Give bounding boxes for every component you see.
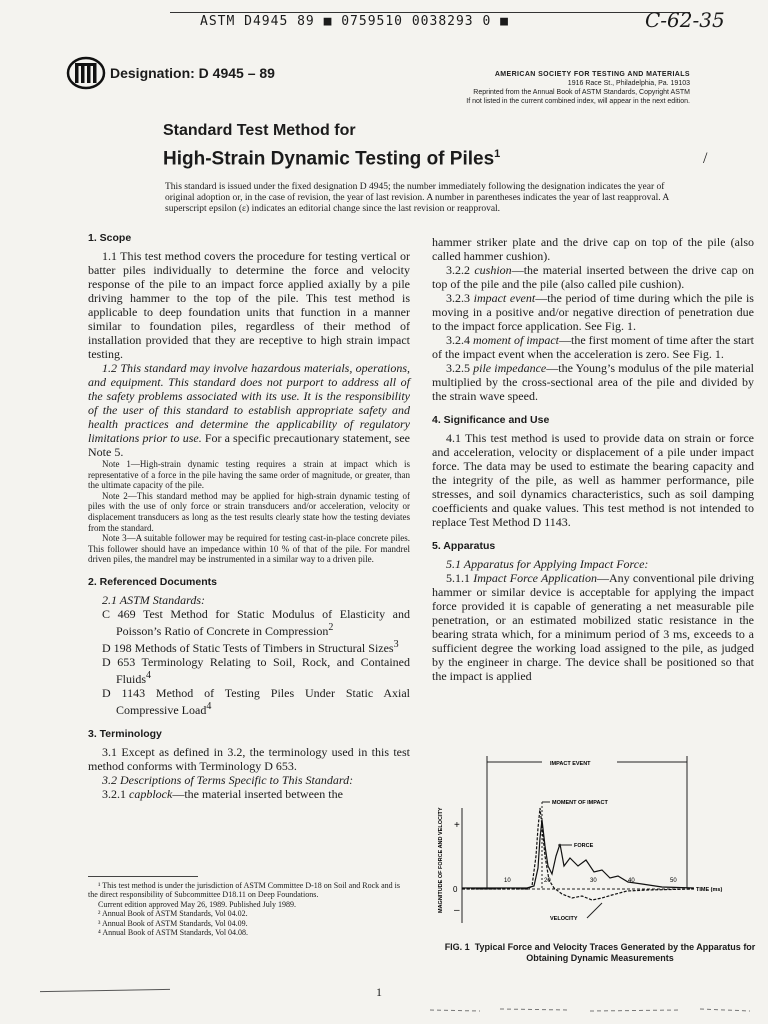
term-continued: hammer striker plate and the drive cap on top of the pile (also called hammer cushion). — [432, 235, 754, 263]
footnote-rule — [88, 876, 198, 877]
t325-text: —the Young’s modulus of the pile material multiplied by the cross-sectional area of the pile and divided by the strain wave speed. — [432, 361, 755, 403]
refs-2-1-label: 2.1 ASTM Standards: — [102, 592, 206, 607]
title-footnote-mark: 1 — [494, 148, 501, 160]
ref-d653 — [88, 655, 410, 686]
term-3-2-1-term: capblock — [129, 786, 173, 801]
footnote-2: ² Annual Book of ASTM Standards, Vol 04.02. — [98, 909, 248, 919]
term-3-2-1-text: —the material inserted between the — [172, 786, 343, 801]
t322-term: cushion — [474, 263, 512, 277]
footnote-1: ¹ This test method is under the jurisdiction of ASTM Committee D-18 on Soil and Rock and is the direct responsibility of Subcommittee D18.11 on Deep Foundations. — [88, 881, 401, 900]
term-3-2-2 — [432, 263, 754, 291]
scan-header — [0, 0, 768, 30]
figure-caption — [440, 942, 760, 964]
sig-4-1: 4.1 This test method is used to provide data on strain or force and acceleration, velocity or displacement of a pile under impact force. The data may be used to estimate the bearing capacity and the integrity of the pile, as well as hammer performance, pile stresses, and soil dynamics characteristics, such as soil damping coefficients and quake values. This test method is not intended to replace Test Method D 1143. — [432, 431, 754, 529]
force-label: FORCE — [574, 843, 594, 849]
tick-20: 20 — [544, 878, 551, 884]
ref-c469-fn: 2 — [328, 621, 334, 633]
significance-heading: 4. Significance and Use — [432, 414, 550, 426]
ref-d1143-text: D 1143 Method of Testing Piles Under Static Axial Compressive Load — [102, 685, 410, 717]
t323-term: impact event — [473, 291, 536, 305]
footnotes — [88, 881, 410, 937]
term-3-2-label: 3.2 Descriptions of Terms Specific to This Standard: — [102, 772, 354, 787]
society-address: 1916 Race St., Philadelphia, Pa. 19103 — [567, 80, 690, 87]
society-note: If not listed in the current combined index, will appear in the next edition. — [466, 98, 690, 105]
footnote-3: ³ Annual Book of ASTM Standards, Vol 04.09. — [98, 918, 248, 928]
impact-event-bracket — [487, 756, 687, 888]
tick-50: 50 — [670, 878, 677, 884]
term-3-2-4 — [432, 333, 754, 361]
scope-1-2 — [88, 361, 410, 459]
footnote-4: ⁴ Annual Book of ASTM Standards, Vol 04.08. — [98, 928, 249, 938]
tick-30: 30 — [590, 878, 597, 884]
scope-heading: 1. Scope — [88, 232, 132, 244]
footnote-edition: Current edition approved May 26, 1989. Published July 1989. — [98, 899, 296, 909]
app-5-1 — [432, 557, 754, 571]
ref-d653-text: D 653 Terminology Relating to Soil, Rock, and Contained Fluids — [102, 654, 410, 686]
figure-minus: – — [454, 905, 460, 916]
title-line2 — [163, 141, 500, 172]
figure-1 — [432, 748, 754, 938]
figure-caption-label: FIG. 1 — [444, 942, 470, 952]
tick-10: 10 — [504, 878, 511, 884]
t324-num: 3.2.4 — [446, 333, 474, 347]
society-block — [420, 70, 690, 106]
issuance-notice: This standard is issued under the fixed designation D 4945; the number immediately following the designation indicates the year of original adoption or, in the case of revision, the year of last revision. A number in parentheses indicates the year of last reapproval. A superscript epsilon (ε) indicates an editorial change since the last revision or reapproval. — [165, 182, 669, 214]
doc-title — [163, 121, 500, 172]
ref-d1143-fn: 4 — [206, 700, 212, 712]
header-rule — [170, 12, 690, 13]
society-reprint: Reprinted from the Annual Book of ASTM Standards, Copyright ASTM — [473, 89, 690, 96]
scan-mark-bottom — [420, 1002, 760, 1016]
doc-code-line: ASTM D4945 89 ■ 0759510 0038293 0 ■ — [200, 14, 509, 29]
t324-text: —the first moment of time after the start of the impact event when the acceleration is zero. See Fig. 1. — [432, 333, 754, 361]
time-axis-label: TIME (ms) — [696, 887, 723, 893]
app-5-1-1-text: —Any conventional pile driving hammer or similar device is acceptable for applying the impact force provided it is capable of generating a net measurable pile penetration, or an estimated mobilized static resistance in the bearing strata which, for a minimum period of 3 ms, exceeds to a sufficient degree the working load assigned to the pile, as judged by the engineer in charge. The device shall be positioned so that the impact is applied — [432, 571, 754, 683]
title-main: High-Strain Dynamic Testing of Piles — [163, 148, 495, 170]
term-3-2-1 — [88, 787, 410, 801]
t323-num: 3.2.3 — [446, 291, 474, 305]
moment-of-impact-label: MOMENT OF IMPACT — [552, 800, 608, 806]
note-1: Note 1—High-strain dynamic testing requires a strain at impact which is representative of a force in the pile having the same order of magnitude, or greater, than the ultimate capacity of the pile. — [88, 459, 410, 491]
margin-mark: / — [703, 150, 708, 167]
t322-text: —the material inserted between the drive cap on top of the pile and the pile (also called pile cushion). — [432, 263, 754, 291]
velocity-leader — [587, 903, 602, 918]
society-name: AMERICAN SOCIETY FOR TESTING AND MATERIALS — [494, 71, 690, 78]
scope-1-2-italic: 1.2 This standard may involve hazardous materials, operations, and equipment. This standard does not purport to address all of the safety problems associated with its use. It is the responsibility of the user of this standard to establish appropriate safety and health practices and determine the applicability of regulatory limitations prior to use. — [88, 361, 410, 445]
app-5-1-label: 5.1 Apparatus for Applying Impact Force: — [446, 557, 649, 571]
designation: Designation: D 4945 – 89 — [110, 65, 275, 81]
scope-1-2-tail: For a specific precautionary statement, see Note 5. — [88, 431, 410, 459]
note-2: Note 2—This standard method may be applied for high-strain dynamic testing of piles with the use of only force or strain transducers and/or acceleration, velocity or displacement transducers as long as the test results clearly state how the testing deviates from the standard. — [88, 490, 410, 533]
refs-heading: 2. Referenced Documents — [88, 575, 217, 588]
title-line1: Standard Test Method for — [163, 122, 356, 139]
term-3-1: 3.1 Except as defined in 3.2, the terminology used in this test method conforms with Terminology D 653. — [88, 744, 410, 773]
app-5-1-1 — [432, 571, 754, 683]
t325-term: pile impedance — [473, 361, 547, 375]
figure-zero: 0 — [453, 885, 458, 894]
apparatus-heading: 5. Apparatus — [432, 540, 496, 552]
tick-40: 40 — [628, 878, 635, 884]
astm-logo-icon — [66, 56, 106, 90]
terminology-heading: 3. Terminology — [88, 727, 162, 740]
term-3-2-1-num: 3.2.1 — [102, 786, 129, 801]
ref-c469-text: C 469 Test Method for Static Modulus of Elasticity and Poisson’s Ratio of Concrete in Compression — [102, 606, 410, 638]
velocity-label: VELOCITY — [550, 916, 578, 922]
figure-ylabel: MAGNITUDE OF FORCE AND VELOCITY — [438, 807, 444, 913]
page-number: 1 — [376, 985, 382, 999]
scope-1-1: 1.1 This test method covers the procedure for testing vertical or batter piles individually to determine the force and velocity response of the pile to an impact force applied axially by a pile driving hammer to the top of the pile. This test method is applicable to deep foundation units that function in a manner similar to foundation piles, regardless of their method of installation provided that they are receptive to high strain impact testing. — [88, 249, 410, 361]
figure-plus: + — [454, 820, 460, 831]
refs-2-1 — [88, 593, 410, 607]
note-3: Note 3—A suitable follower may be required for testing cast-in-place concrete piles. This follower should have an impedance within 10 % of that of the pile. For mandrel driven piles, the mandrel may be instrumented in a similar way to a driven pile. — [88, 533, 410, 565]
handwritten-note: C-62-35 — [645, 8, 725, 32]
t322-num: 3.2.2 — [446, 263, 475, 277]
ref-d198 — [88, 638, 410, 655]
left-column — [88, 229, 410, 801]
impact-event-label: IMPACT EVENT — [550, 761, 591, 767]
scan-mark-left — [40, 989, 170, 992]
app-5-1-1-term: Impact Force Application — [473, 571, 597, 585]
ref-d198-text: D 198 Methods of Static Tests of Timbers in Structural Sizes — [102, 640, 394, 655]
t324-term: moment of impact — [473, 333, 560, 347]
ref-d198-fn: 3 — [393, 638, 399, 650]
t325-num: 3.2.5 — [446, 361, 474, 375]
ref-d653-fn: 4 — [146, 669, 152, 681]
right-column — [432, 235, 754, 683]
figure-caption-text: Typical Force and Velocity Traces Generated by the Apparatus for Obtaining Dynamic Measurements — [474, 942, 756, 963]
app-5-1-1-num: 5.1.1 — [446, 571, 474, 585]
term-3-2-5 — [432, 361, 754, 403]
term-3-2 — [88, 773, 410, 787]
ref-c469 — [88, 607, 410, 638]
t323-text: —the period of time during which the pile is moving in a positive and/or negative direction of penetration due to the impact force application. See Fig. 1. — [432, 291, 754, 333]
force-trace — [462, 820, 694, 888]
term-3-2-3 — [432, 291, 754, 333]
ref-d1143 — [88, 686, 410, 717]
